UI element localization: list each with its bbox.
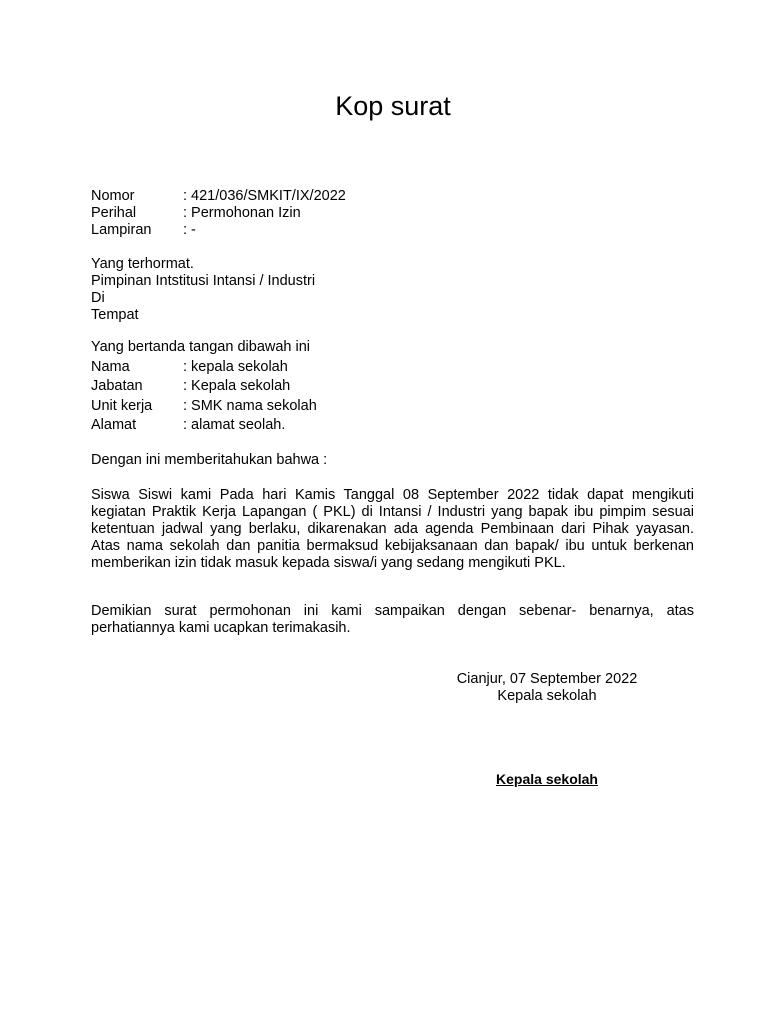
signer-name: Kepala sekolah: [496, 771, 598, 787]
identity-row-jabatan: [91, 377, 317, 396]
signer-name-block: [440, 771, 654, 788]
addressee-line: Pimpinan Intstitusi Intansi / Industri: [91, 273, 316, 289]
meta-label: Perihal: [91, 205, 137, 221]
intro-line: Yang bertanda tangan dibawah ini: [91, 339, 311, 355]
identity-value: : kepala sekolah: [183, 359, 288, 375]
signature-block: [392, 671, 702, 705]
identity-value: : Kepala sekolah: [183, 378, 291, 395]
meta-value: : 421/036/SMKIT/IX/2022: [183, 188, 346, 204]
identity-row-nama: [91, 358, 317, 377]
meta-label: Nomor: [91, 188, 135, 204]
identity-value: : alamat seolah.: [183, 416, 286, 433]
body-paragraph-2: Demikian surat permohonan ini kami sampaikan dengan sebenar- benarnya, atas perhatiannya kami ucapkan terimakasih.: [91, 603, 694, 636]
meta-row-lampiran: [91, 222, 346, 239]
meta-row-nomor: [91, 188, 346, 205]
identity-label: Unit kerja: [91, 397, 153, 414]
identity-label: Jabatan: [91, 378, 143, 395]
letter-meta: [91, 188, 346, 239]
identity-label: Alamat: [91, 416, 137, 433]
identity-label: Nama: [91, 359, 130, 375]
body-paragraph-1: Siswa Siswi kami Pada hari Kamis Tanggal 08 September 2022 tidak dapat mengikuti kegiatan Praktik Kerja Lapangan ( PKL) di Intansi / Industri yang bapak ibu pimpim sesuai ketentuan jadwal yang berlaku, dikarenakan ada agenda Pembinaan dari Pihak yayasan. Atas nama sekolah dan panitia bermaksud kebijaksanaan dan bapak/ ibu untuk berkenan memberikan izin tidak masuk kepada siswa/i yang sedang mengikuti PKL.: [91, 487, 694, 571]
notify-line: Dengan ini memberitahukan bahwa :: [91, 452, 328, 468]
addressee-block: [91, 256, 315, 324]
letterhead-title: Kop surat: [335, 91, 451, 121]
addressee-line: Di: [91, 290, 105, 306]
meta-value: : -: [183, 222, 196, 238]
meta-row-perihal: [91, 205, 346, 222]
addressee-line: Yang terhormat.: [91, 256, 194, 272]
identity-row-alamat: [91, 416, 317, 435]
meta-label: Lampiran: [91, 222, 152, 238]
addressee-line: Tempat: [91, 307, 139, 323]
identity-value: : SMK nama sekolah: [183, 397, 317, 414]
meta-value: : Permohonan Izin: [183, 205, 301, 221]
signer-position: Kepala sekolah: [497, 688, 597, 704]
identity-block: [91, 358, 317, 435]
identity-row-unit-kerja: [91, 397, 317, 416]
place-date: Cianjur, 07 September 2022: [456, 671, 638, 687]
